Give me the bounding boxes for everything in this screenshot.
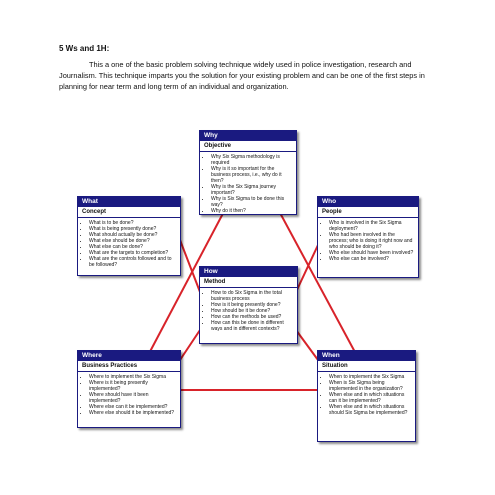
when-item: • When is Six Sigma being implemented in the organization?: [329, 380, 412, 392]
intro-paragraph: This a one of the basic problem solving technique widely used in police investigation, research and Journalism. This technique imparts you the solution for your existing problem and can be one of the first steps in planning for near term and long term of an individual and organization.: [59, 60, 425, 91]
what-title: What: [78, 197, 180, 207]
section-heading: 5 Ws and 1H:: [59, 44, 110, 53]
where-subtitle: Business Practices: [78, 361, 180, 372]
why-item: • Why is Six Sigma to be done this way?: [211, 196, 293, 208]
where-item: • Where else should it be implemented?: [89, 410, 177, 416]
when-item: • When else and in which situations can it be implemented?: [329, 392, 412, 404]
who-box: [317, 196, 419, 278]
when-item: • When to implement the Six Sigma: [329, 374, 412, 380]
line-how-when: [296, 330, 318, 360]
line-who-how: [296, 245, 318, 292]
what-item: • What should actually be done?: [89, 232, 177, 238]
how-item: • How can the methods be used?: [211, 314, 294, 320]
why-item: • Why is it so important for the business process, i.e., why do it then?: [211, 166, 293, 184]
where-list: [78, 374, 180, 418]
line-how-where: [180, 330, 200, 360]
who-item: • Who else should have been involved?: [329, 250, 415, 256]
why-item: • Why Six Sigma methodology is required: [211, 154, 293, 166]
when-title: When: [318, 351, 415, 361]
where-box: [77, 350, 181, 428]
where-item: • Where is it being presently implemented?: [89, 380, 177, 392]
who-item: • Who is involved in the Six Sigma deployment?: [329, 220, 415, 232]
when-item: • When else and in which situations should Six Sigma be implemented?: [329, 404, 412, 416]
where-item: • Where to implement the Six Sigma: [89, 374, 177, 380]
how-subtitle: Method: [200, 277, 297, 288]
why-subtitle: Objective: [200, 141, 296, 152]
how-item: • How should be it be done?: [211, 308, 294, 314]
how-list: [200, 290, 297, 334]
line-what-how: [180, 240, 200, 292]
when-subtitle: Situation: [318, 361, 415, 372]
who-title: Who: [318, 197, 418, 207]
when-list: [318, 374, 415, 418]
what-subtitle: Concept: [78, 207, 180, 218]
how-title: How: [200, 267, 297, 277]
who-item: • Who had been involved in the process; who is doing it right now and who should be doing it?: [329, 232, 415, 250]
what-item: • What is being presently done?: [89, 226, 177, 232]
why-item: • Why is the Six Sigma journey important?: [211, 184, 293, 196]
what-item: • What else should be done?: [89, 238, 177, 244]
why-item: • Why do it then?: [211, 208, 293, 214]
what-item: • What is to be done?: [89, 220, 177, 226]
why-box: [199, 130, 297, 215]
who-list: [318, 220, 418, 264]
where-title: Where: [78, 351, 180, 361]
why-list: [200, 154, 296, 216]
what-item: • What else can be done?: [89, 244, 177, 250]
why-title: Why: [200, 131, 296, 141]
what-box: [77, 196, 181, 276]
where-item: • Where should have it been implemented?: [89, 392, 177, 404]
who-item: • Who else can be involved?: [329, 256, 415, 262]
where-item: • Where else can it be implemented?: [89, 404, 177, 410]
when-box: [317, 350, 416, 442]
what-list: [78, 220, 180, 270]
how-item: • How to do Six Sigma in the total business process: [211, 290, 294, 302]
who-subtitle: People: [318, 207, 418, 218]
how-item: • How is it being presently done?: [211, 302, 294, 308]
how-item: • How can this be done in different ways and in different contexts?: [211, 320, 294, 332]
what-item: • What are the controls followed and to be followed?: [89, 256, 177, 268]
how-box: [199, 266, 298, 344]
what-item: • What are the targets to completion?: [89, 250, 177, 256]
